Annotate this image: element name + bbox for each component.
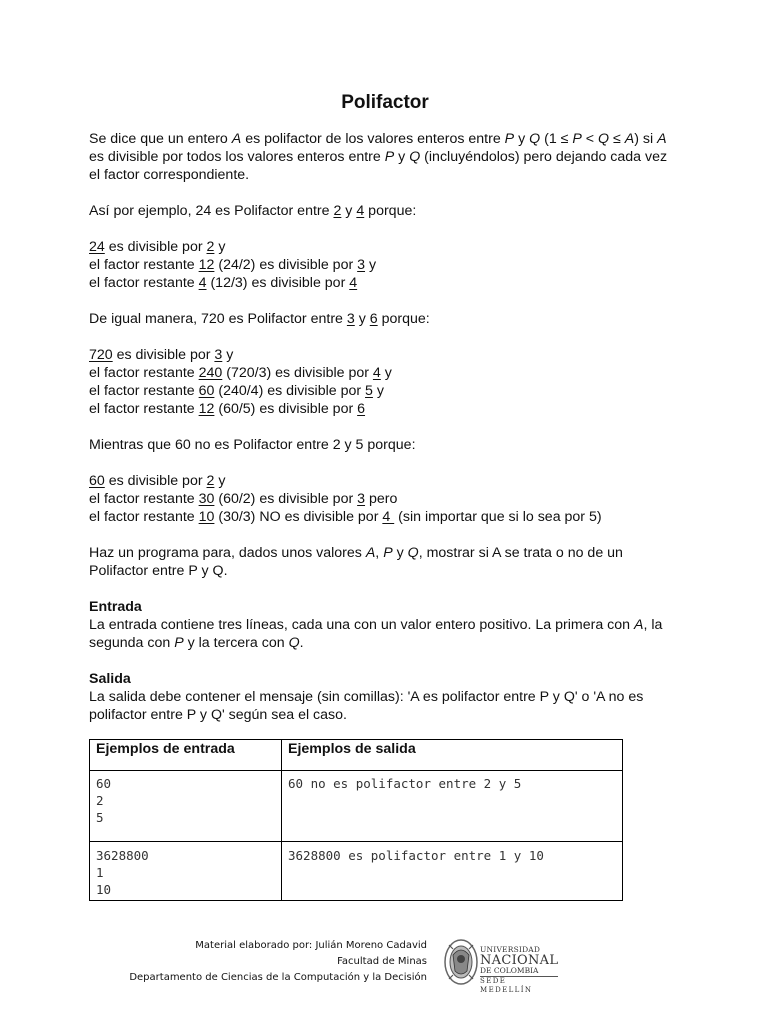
table-header-input: Ejemplos de entrada xyxy=(90,740,282,771)
example-output-cell: 3628800 es polifactor entre 1 y 10 xyxy=(282,842,623,901)
example1-step2: el factor restante 12 (24/2) es divisible por 3 y xyxy=(89,257,377,273)
output-section-text: La salida debe contener el mensaje (sin comillas): 'A es polifactor entre P y Q' o 'A no es polifactor entre P y Q' según sea el caso. xyxy=(89,689,644,723)
footer-author: Material elaborado por: Julián Moreno Cadavid xyxy=(195,940,427,951)
input-section-text: La entrada contiene tres líneas, cada una con un valor entero positivo. La primera con A, la segunda con P y la tercera con Q. xyxy=(89,617,663,651)
page-title: Polifactor xyxy=(341,92,429,113)
footer-department: Departamento de Ciencias de la Computación y la Decisión xyxy=(129,972,427,983)
input-section-title: Entrada xyxy=(89,599,142,615)
examples-table xyxy=(89,739,623,901)
table-header-output: Ejemplos de salida xyxy=(282,740,623,771)
example-input-cell: 60 2 5 xyxy=(90,771,282,842)
intro-paragraph: Se dice que un entero A es polifactor de los valores enteros entre P y Q (1 ≤ P < Q ≤ A) si A es divisible por todos los valores enteros entre P y Q (incluyéndolos) pero dejando cada vez el factor correspondiente. xyxy=(89,131,668,183)
example-output-cell: 60 no es polifactor entre 2 y 5 xyxy=(282,771,623,842)
example2-step4: el factor restante 12 (60/5) es divisible por 6 xyxy=(89,401,366,417)
example1-intro: Así por ejemplo, 24 es Polifactor entre 2 y 4 porque: xyxy=(89,203,417,219)
document-body xyxy=(89,92,681,742)
example-input-cell: 3628800 1 10 xyxy=(90,842,282,901)
example2-intro: De igual manera, 720 es Polifactor entre 3 y 6 porque: xyxy=(89,311,430,327)
coat-of-arms-icon xyxy=(443,937,479,987)
university-wordmark: UNIVERSIDAD NACIONAL DE COLOMBIA SEDE MEDELLÍN xyxy=(480,945,559,994)
example2-steps xyxy=(89,346,681,418)
example3-step3: el factor restante 10 (30/3) NO es divisible por 4 (sin importar que si lo sea por 5) xyxy=(89,509,602,525)
example3-step2: el factor restante 30 (60/2) es divisible por 3 pero xyxy=(89,491,398,507)
example2-step3: el factor restante 60 (240/4) es divisible por 5 y xyxy=(89,383,384,399)
table-row xyxy=(90,771,623,842)
university-logo xyxy=(443,937,559,994)
task-paragraph: Haz un programa para, dados unos valores A, P y Q, mostrar si A se trata o no de un Polifactor entre P y Q. xyxy=(89,545,623,579)
output-section-title: Salida xyxy=(89,671,131,687)
footer-credits xyxy=(129,938,427,986)
example2-step1: 720 es divisible por 3 y xyxy=(89,347,234,363)
footer-faculty: Facultad de Minas xyxy=(337,956,427,967)
example3-steps xyxy=(89,472,681,526)
example1-step1: 24 es divisible por 2 y xyxy=(89,239,226,255)
table-header-row xyxy=(90,740,623,771)
table-row xyxy=(90,842,623,901)
example1-steps xyxy=(89,238,681,292)
example2-step2: el factor restante 240 (720/3) es divisible por 4 y xyxy=(89,365,392,381)
example3-step1: 60 es divisible por 2 y xyxy=(89,473,226,489)
example1-step3: el factor restante 4 (12/3) es divisible por 4 xyxy=(89,275,358,291)
example3-intro: Mientras que 60 no es Polifactor entre 2 y 5 porque: xyxy=(89,437,416,453)
